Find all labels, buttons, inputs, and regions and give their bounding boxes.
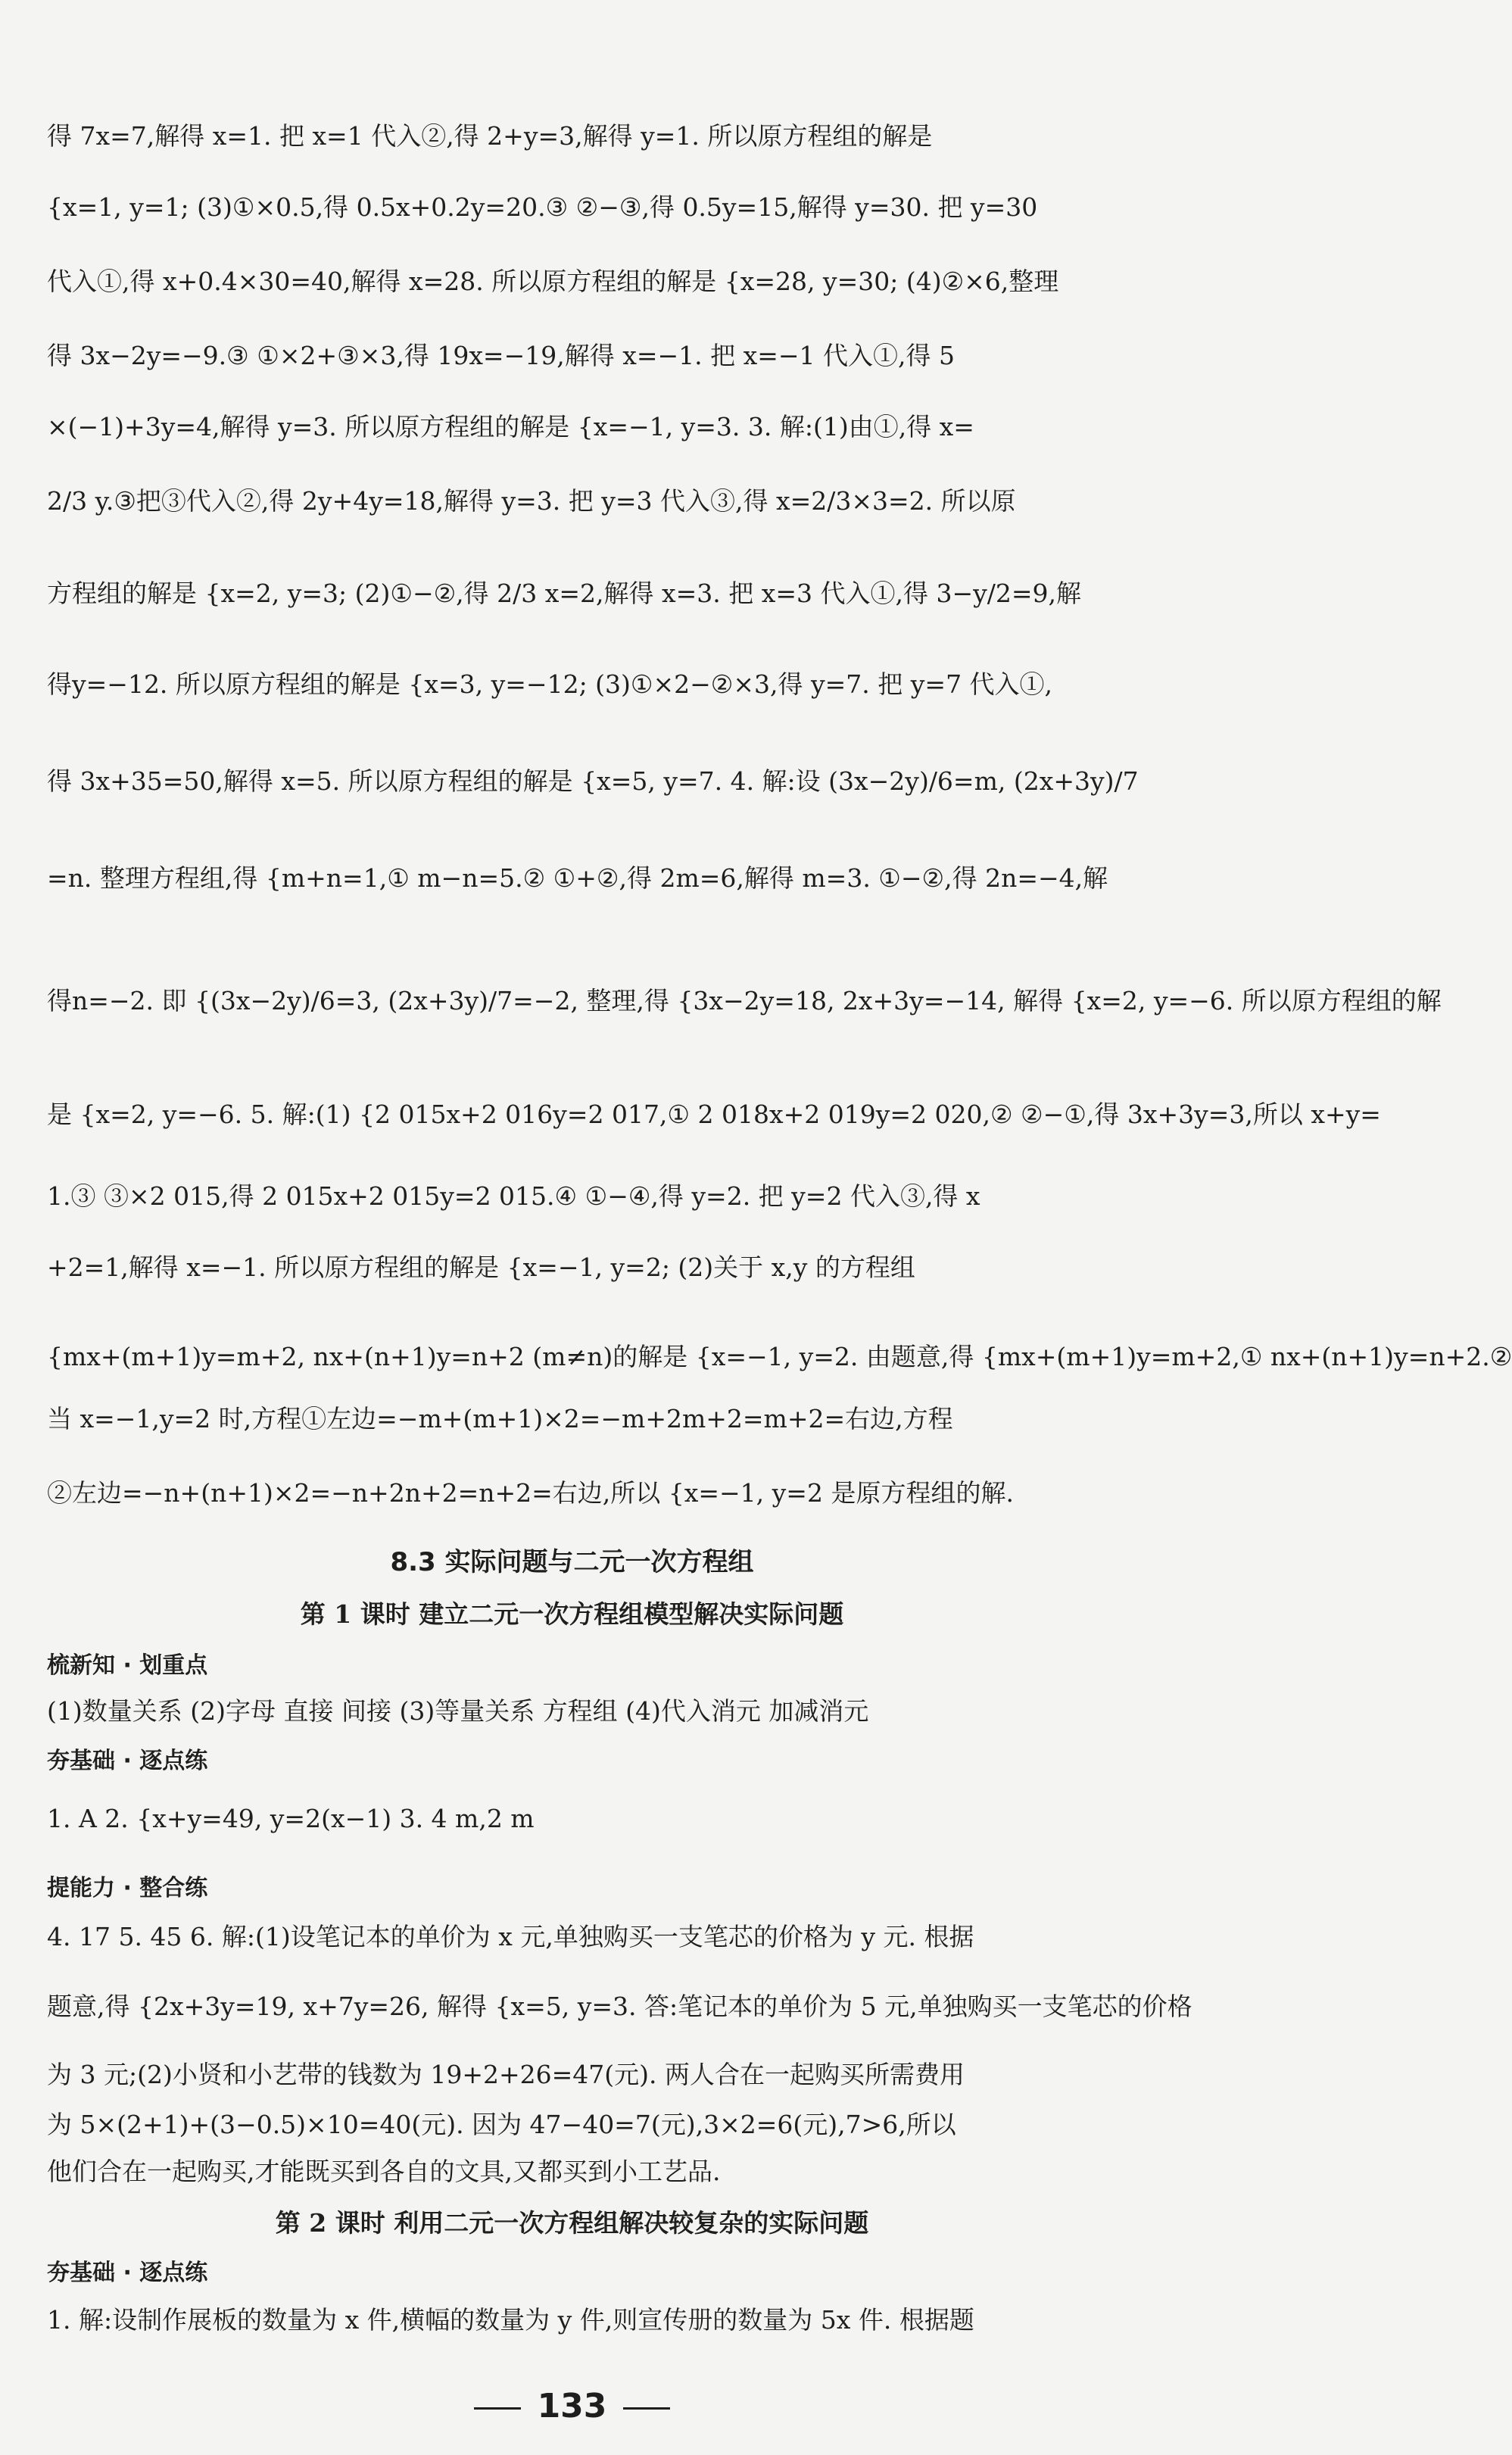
text-line: 是 {x=2, y=−6. 5. 解:(1) {2 015x+2 016y=2 017,① 2 018x+2 019y=2 020,② ②−①,得 3x+3y=3,所以 x+y= — [47, 1100, 1381, 1129]
dash-left — [474, 2407, 521, 2410]
section-title: 8.3 实际问题与二元一次方程组 — [390, 1547, 754, 1577]
text-line: 得 3x−2y=−9.③ ①×2+③×3,得 19x=−19,解得 x=−1. 把 x=−1 代入①,得 5 — [47, 341, 955, 370]
text-line: =n. 整理方程组,得 {m+n=1,① m−n=5.② ①+②,得 2m=6,解得 m=3. ①−②,得 2n=−4,解 — [47, 863, 1108, 893]
text-line: (1)数量关系 (2)字母 直接 间接 (3)等量关系 方程组 (4)代入消元 加减消元 — [47, 1696, 869, 1726]
text-line: 1.③ ③×2 015,得 2 015x+2 015y=2 015.④ ①−④,得 y=2. 把 y=2 代入③,得 x — [47, 1181, 980, 1211]
text-line: 2/3 y.③把③代入②,得 2y+4y=18,解得 y=3. 把 y=3 代入③,得 x=2/3×3=2. 所以原 — [47, 486, 1016, 516]
text-line: 4. 17 5. 45 6. 解:(1)设笔记本的单价为 x 元,单独购买一支笔芯的价格为 y 元. 根据 — [47, 1922, 974, 1951]
text-line: 得 7x=7,解得 x=1. 把 x=1 代入②,得 2+y=3,解得 y=1. 所以原方程组的解是 — [47, 121, 933, 151]
text-line: +2=1,解得 x=−1. 所以原方程组的解是 {x=−1, y=2; (2)关于 x,y 的方程组 — [47, 1252, 915, 1282]
text-line: 当 x=−1,y=2 时,方程①左边=−m+(m+1)×2=−m+2m+2=m+2=右边,方程 — [47, 1404, 953, 1433]
text-line: 1. 解:设制作展板的数量为 x 件,横幅的数量为 y 件,则宣传册的数量为 5x 件. 根据题 — [47, 2305, 974, 2335]
text-line: 得 3x+35=50,解得 x=5. 所以原方程组的解是 {x=5, y=7. 4. 解:设 (3x−2y)/6=m, (2x+3y)/7 — [47, 766, 1139, 796]
page-number — [0, 2385, 1144, 2428]
text-line: 得n=−2. 即 {(3x−2y)/6=3, (2x+3y)/7=−2, 整理,得 {3x−2y=18, 2x+3y=−14, 解得 {x=2, y=−6. 所以原方程组的解 — [47, 986, 1442, 1015]
text-line: 他们合在一起购买,才能既买到各自的文具,又都买到小工艺品. — [47, 2157, 721, 2186]
text-line: 为 3 元;(2)小贤和小艺带的钱数为 19+2+26=47(元). 两人合在一起购买所需费用 — [47, 2060, 965, 2089]
heading-jichu: 夯基础 · 逐点练 — [47, 2260, 208, 2286]
heading-jichu: 夯基础 · 逐点练 — [47, 1748, 208, 1774]
heading-nengli: 提能力 · 整合练 — [47, 1875, 208, 1901]
lesson-title: 第 2 课时 利用二元一次方程组解决较复杂的实际问题 — [275, 2208, 869, 2238]
text-line: 题意,得 {2x+3y=19, x+7y=26, 解得 {x=5, y=3. 答:笔记本的单价为 5 元,单独购买一支笔芯的价格 — [47, 1992, 1192, 2021]
text-line: ×(−1)+3y=4,解得 y=3. 所以原方程组的解是 {x=−1, y=3. 3. 解:(1)由①,得 x= — [47, 412, 974, 441]
text-line: 得y=−12. 所以原方程组的解是 {x=3, y=−12; (3)①×2−②×3,得 y=7. 把 y=7 代入①, — [47, 669, 1053, 699]
text-line: {mx+(m+1)y=m+2, nx+(n+1)y=n+2 (m≠n)的解是 {x=−1, y=2. 由题意,得 {mx+(m+1)y=m+2,① nx+(n+1)y=n+2.② — [47, 1342, 1512, 1371]
text-line: 方程组的解是 {x=2, y=3; (2)①−②,得 2/3 x=2,解得 x=3. 把 x=3 代入①,得 3−y/2=9,解 — [47, 579, 1081, 608]
heading-shuli: 梳新知 · 划重点 — [47, 1652, 208, 1679]
text-line: 代入①,得 x+0.4×30=40,解得 x=28. 所以原方程组的解是 {x=28, y=30; (4)②×6,整理 — [47, 267, 1059, 296]
text-line: 1. A 2. {x+y=49, y=2(x−1) 3. 4 m,2 m — [47, 1804, 535, 1833]
text-line: {x=1, y=1; (3)①×0.5,得 0.5x+0.2y=20.③ ②−③,得 0.5y=15,解得 y=30. 把 y=30 — [47, 192, 1038, 222]
text-line: 为 5×(2+1)+(3−0.5)×10=40(元). 因为 47−40=7(元),3×2=6(元),7>6,所以 — [47, 2110, 956, 2139]
text-line: ②左边=−n+(n+1)×2=−n+2n+2=n+2=右边,所以 {x=−1, y=2 是原方程组的解. — [47, 1478, 1014, 1508]
dash-right — [623, 2407, 670, 2410]
lesson-title: 第 1 课时 建立二元一次方程组模型解决实际问题 — [300, 1599, 844, 1629]
page-number-text: 133 — [537, 2387, 607, 2425]
